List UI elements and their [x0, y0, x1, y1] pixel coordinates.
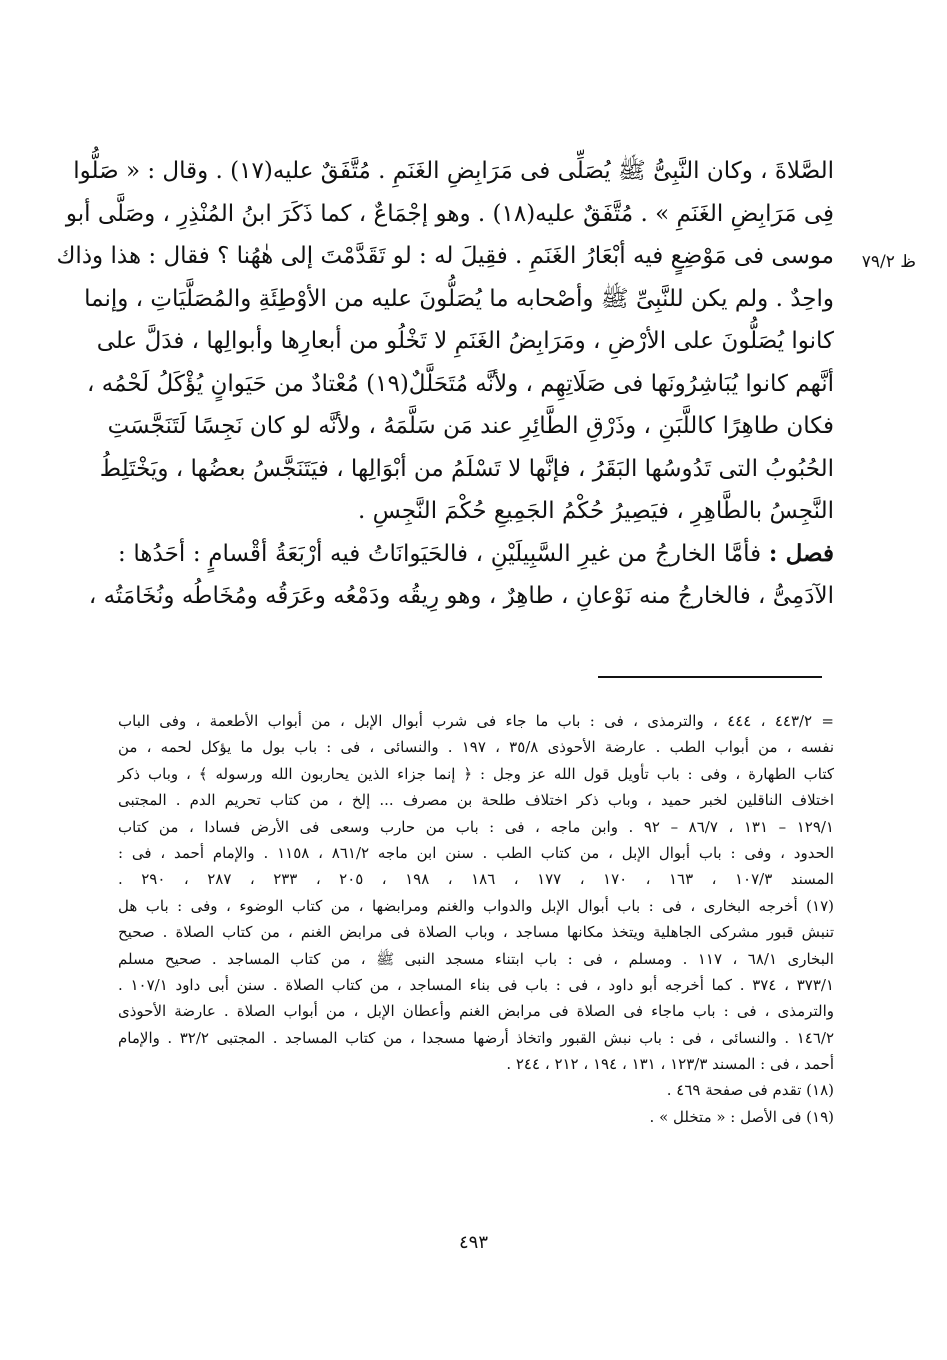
- footnote-line: = ٤٤٣/٢ ، ٤٤٤ ، والترمذى ، فى : باب ما جاء فى شرب أبوال الإبل ، من أبواب الأطعمة ، وفى الباب: [118, 712, 834, 730]
- footnote-line: أحمد ، فى : المسند ١٢٣/٣ ، ١٣١ ، ١٩٤ ، ٢١٢ ، ٢٤٤ .: [506, 1055, 834, 1074]
- footnotes-section: [118, 708, 834, 1130]
- main-text-body: [56, 150, 834, 618]
- fasl-text: فأمَّا الخارجُ من غيرِ السَّبِيلَيْنِ ، فالحَيَوانَاتُ فيه أرْبَعَةُ أقْسامٍ : أحَدُها :: [118, 540, 762, 567]
- footnote-line: ١٢٩/١ – ١٣١ ، ٨٦/٧ – ٩٢ . وابن ماجه ، فى : باب من حارب وسعى فى الأرض فسادا ، من كتاب: [118, 817, 834, 836]
- main-text-line: فكان طاهِرًا كاللَّبَنِ ، وذَرْقِ الطَّائِرِ عند مَن سَلَّمَهُ ، ولأنَّه لو كان نَجِسًا لَتَنَجَّسَتِ: [107, 413, 834, 439]
- fasl-heading: فصل :: [768, 539, 834, 567]
- main-text-line: موسى فى مَوْضِعٍ فيه أبْعَارُ الغَنَمِ . فقِيلَ له : لو تَقَدَّمْتَ إلى هٰهُنا ؟ فقال : هذا وذاك: [56, 243, 834, 269]
- main-text-line: أنَّهم كانوا يُبَاشِرُونَها فى صَلَاتِهِم ، ولأنَّه مُتَحَلَّلٌ(١٩) مُعْتادٌ من حَيَوانٍ يُؤْكَلُ لَحْمُه ،: [86, 370, 834, 397]
- footnote-line: المسند ١٠٧/٣ ، ١٦٣ ، ١٧٠ ، ١٧٧ ، ١٨٦ ، ١٩٨ ، ٢٠٥ ، ٢٣٣ ، ٢٨٧ ، ٢٩٠ .: [118, 870, 834, 889]
- footnote-17: (١٧) أخرجه البخارى ، فى : باب أبوال الإبل والدواب والغنم ومرابضها ، من كتاب الوضوء ، وفى : باب هل: [118, 896, 834, 915]
- footnote-line: كتاب الطهارة ، وفى : باب تأويل قول الله عز وجل : ﴿ إنما جزاء الذين يحاربون الله ورسوله ﴾ ، وباب ذكر: [118, 764, 834, 783]
- main-text-line: الآدَمِىُّ ، فالخارجُ منه نَوْعانِ ، طاهِرٌ ، وهو رِيقُه ودَمْعُه وعَرَقُه ومُخَاطُه ونُخَامَتُه ،: [88, 583, 834, 609]
- fasl-line: [118, 533, 834, 576]
- footnote-line: تنبش قبور مشركى الجاهلية ويتخذ مكانها مساجد ، وباب الصلاة فى مرابض الغنم ، من كتاب الصلاة . صحيح: [118, 923, 834, 942]
- margin-folio-note: ظ ٧٩/٢: [861, 252, 916, 272]
- footnote-line: ٣٧٣/١ ، ٣٧٤ . كما أخرجه أبو داود ، فى : باب فى بناء المساجد ، من كتاب الصلاة . سنن أبى داود ١٠٧/١ .: [118, 975, 834, 994]
- footnote-line: ١٤٦/٢ . والنسائى ، فى : باب نبش القبور واتخاذ أرضها مسجدا ، من كتاب المساجد . المجتبى ٣٢/٢ . والإمام: [118, 1028, 834, 1047]
- main-text-line: الصَّلاةَ ، وكان النَّبِىُّ ﷺ يُصَلِّى فى مَرَابِضِ الغَنَمِ . مُتَّفَقٌ عليه(١٧) . وقال : « صَلُّوا: [73, 158, 834, 184]
- page-number: ٤٩٣: [458, 1232, 488, 1253]
- footnote-line: البخارى ٦٨/١ ، ١١٧ . ومسلم ، فى : باب ابتناء مسجد النبى ﷺ ، من كتاب المساجد . صحيح مسلم: [118, 949, 834, 968]
- footnote-19: (١٩) فى الأصل : « متخلل » .: [649, 1107, 834, 1126]
- main-text-line: كانوا يُصَلُّونَ على الأرْضِ ، ومَرَابِضُ الغَنَمِ لا تَخْلُو من أبعارِها وأبوالِها ، فدَلَّ على: [96, 328, 834, 354]
- main-text-line: النَّجِسُ بالطَّاهِرِ ، فيَصِيرُ حُكْمُ الجَمِيعِ حُكْمَ النَّجِسِ .: [357, 498, 834, 524]
- footnote-divider: [598, 676, 822, 678]
- main-text-line: الحُبُوبُ التى تَدُوسُها البَقَرُ ، فإنَّها لا تَسْلَمُ من أبْوَالِها ، فيَتَنَجَّسُ بعضُها ، ويَخْتَلِطُ: [99, 455, 834, 482]
- footnote-line: الحدود ، وفى : باب أبوال الإبل ، من كتاب الطب . سنن ابن ماجه ٨٦١/٢ ، ١١٥٨ . والإمام أحمد ، فى :: [118, 843, 834, 862]
- footnote-line: نفسه ، من أبواب الطب . عارضة الأحوذى ٣٥/٨ ، ١٩٧ . والنسائى ، فى : باب بول ما يؤكل لحمه ، من: [118, 738, 834, 757]
- main-text-line: فِى مَرَابِضِ الغَنَمِ » . مُتَّفَقٌ عليه(١٨) . وهو إجْمَاعٌ ، كما ذَكَرَ ابنُ المُنْذِرِ ، وصَلَّى أبو: [65, 200, 834, 227]
- footnote-line: والترمذى ، فى : باب ماجاء فى الصلاة فى مرابض الغنم وأعطان الإبل ، من أبواب الصلاة . عارضة الأحوذى: [118, 1002, 834, 1021]
- footnote-line: اختلاف الناقلين لخبر حميد ، وباب ذكر اختلاف طلحة بن مصرف ... إلخ ، من كتاب تحريم الدم . المجتبى: [118, 791, 834, 810]
- footnote-18: (١٨) تقدم فى صفحة ٤٦٩ .: [666, 1081, 834, 1100]
- main-text-line: واحِدٌ . ولم يكن للنَّبِىِّ ﷺ وأصْحابه ما يُصَلُّونَ عليه من الأوْطِئَةِ والمُصَلَّيَاتِ ، وإنما: [84, 285, 834, 312]
